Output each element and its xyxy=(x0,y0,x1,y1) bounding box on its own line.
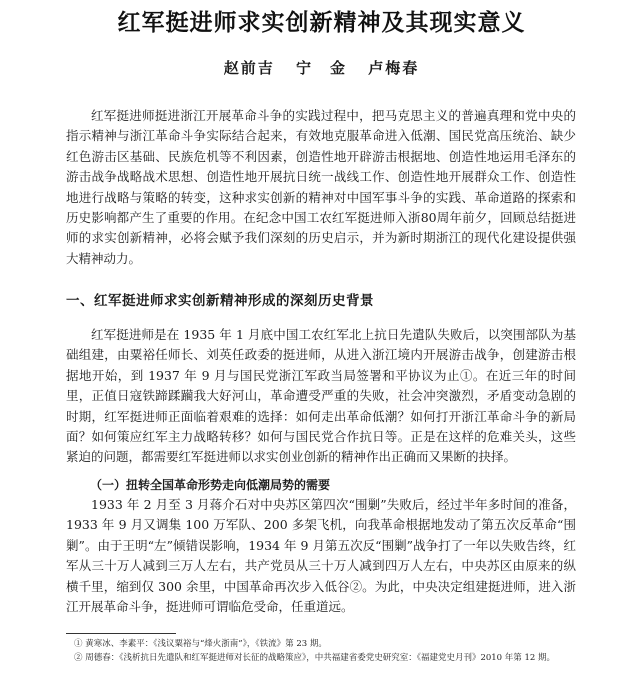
footnote: ② 周德春：《浅析抗日先遣队和红军挺进师对长征的战略策应》，中共福建省委党史研究室：《福建党史月刊》2010 年第 12 期。 xyxy=(74,653,556,663)
body-paragraph: 红军挺进师是在 1935 年 1 月底中国工农红军北上抗日先遣队失败后，以突围部队为基础组建，由粟裕任师长、刘英任政委的挺进师，从进入浙江境内开展游击战争，创建游击根据地开始，到 1937 年 9 月与国民党浙江军政当局签署和平协议为止①。在近三年的时间里，正值日寇铁蹄蹂躏我大好河山，革命遭受严重的失败，社会冲突激烈，矛盾变动急剧的时期，红军挺进师正面临着艰难的选择：如何走出革命低潮？如何打开浙江革命斗争的新局面？如何策应红军主力战略转移？如何与国民党合作抗日等。正是在这样的危难关头，这些紧迫的问题，都需要红军挺进师以求实创业创新的精神作出正确而又果断的抉择。 xyxy=(66,327,576,465)
author-name: 卢梅春 xyxy=(368,59,420,77)
body-paragraph: 1933 年 2 月至 3 月蒋介石对中央苏区第四次“围剿”失败后，经过半年多时间的准备，1933 年 9 月又调集 100 万军队、200 多架飞机，向我革命根据地发动了第五次反革命“围剿”。由于王明“左”倾错误影响，1934 年 9 月第五次反“围剿”战争打了一年以失败告终，红军从三十万人减到三万人左右，共产党员从三十万人减到四万人左右，中央苏区由原来的纵横千里，缩到仅 300 余里，中国革命再次步入低谷②。为此，中央决定组建挺进师，进入浙江开展革命斗争，挺进师可谓临危受命，任重道远。 xyxy=(66,497,576,615)
section-heading: 一、红军挺进师求实创新精神形成的深刻历史背景 xyxy=(66,293,374,309)
article-title: 红军挺进师求实创新精神及其现实意义 xyxy=(117,10,526,36)
footnote: ① 黄寒冰、李素平：《浅议粟裕与“烽火浙南”》，《铁流》第 23 期。 xyxy=(74,639,327,649)
subsection-heading: （一）扭转全国革命形势走向低潮局势的需要 xyxy=(90,478,331,492)
author-list xyxy=(0,58,643,78)
abstract-paragraph: 红军挺进师挺进浙江开展革命斗争的实践过程中，把马克思主义的普遍真理和党中央的指示精神与浙江革命斗争实际结合起来，有效地克服革命进入低潮、国民党高压统治、缺少红色游击区基础、民族危机等不利因素，创造性地开辟游击根据地、创造性地运用毛泽东的游击战争战略战术思想、创造性地开展抗日统一战线工作、创造性地开展群众工作、创造性地进行战略与策略的转变，这种求实创新的精神对中国军事斗争的实践、革命道路的探索和历史影响都产生了重要的作用。在纪念中国工农红军挺进师入浙80周年前夕，回顾总结挺进师的求实创新精神，必将会赋予我们深刻的历史启示，并为新时期浙江的现代化建设提供强大精神动力。 xyxy=(66,108,576,266)
author-name: 宁 金 xyxy=(295,59,347,77)
author-name: 赵前吉 xyxy=(223,59,275,77)
footnote-divider xyxy=(66,633,176,634)
